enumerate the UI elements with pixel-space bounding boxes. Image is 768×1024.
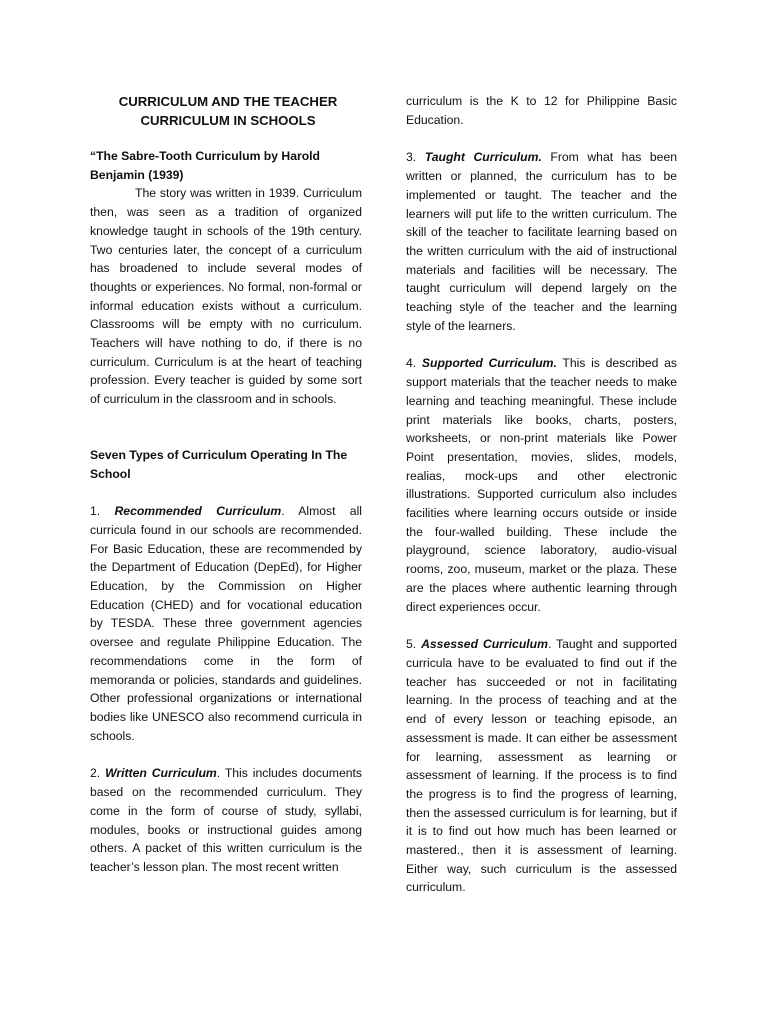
type-3-term: Taught Curriculum. [424, 150, 542, 165]
type-1-paragraph [90, 502, 362, 745]
type-2-text: . This includes documents based on the recommended curriculum. They come in the form of course of study, syllabi, modules, books or instructional guides among others. A packet of this written curriculum is the teacher’s lesson plan. The most recent written [90, 766, 362, 874]
type-4-term: Supported Curriculum. [421, 356, 557, 371]
type-1-term: Recommended Curriculum [114, 504, 282, 519]
title-line-2: CURRICULUM IN SCHOOLS [140, 113, 316, 128]
type-5-number: 5. [406, 637, 417, 652]
story-subtitle: “The Sabre-Tooth Curriculum by Harold Benjamin (1939) [90, 149, 320, 182]
type-4-text: This is described as support materials that the teacher needs to make learning and teaching meaningful. These include print materials like books, charts, posters, worksheets, or non-print materials like Power Point presentation, movies, slides, models, realias, mock-ups and other electronic illustrations. Supported curriculum also includes facilities where learning occurs outside or inside the four-walled building. These include the playground, science laboratory, audio-visual rooms, zoo, museum, market or the plaza. These are the places where authentic learning through direct experiences occur. [406, 356, 678, 614]
type-5-term: Assessed Curriculum [421, 637, 548, 652]
type-2-continued: curriculum is the K to 12 for Philippine Basic Education. [406, 94, 677, 127]
type-3-number: 3. [406, 150, 417, 165]
document-title [90, 92, 362, 130]
type-3-text: From what has been written or planned, the curriculum has to be implemented or taught. The teacher and the learners will put life to the written curriculum. The skill of the teacher to facilitate learning based on the written curriculum with the aid of instructional materials and facilities will be necessary. The taught curriculum will depend largely on the teaching style of the teacher and the learning style of the learners. [406, 150, 677, 333]
type-4-number: 4. [406, 356, 417, 371]
title-line-1: CURRICULUM AND THE TEACHER [118, 94, 338, 109]
type-1-number: 1. [90, 504, 101, 519]
type-2-term: Written Curriculum [105, 766, 217, 781]
type-1-text: . Almost all curricula found in our schools are recommended. For Basic Education, these are recommended by the Department of Education (DepEd), for Higher Education, by the Commission on Higher Education (CHED) and for vocational education by TESDA. These three government agencies oversee and regulate Philippine Education. The recommendations come in the form of memoranda or policies, standards and guidelines. Other professional organizations or international bodies like UNESCO also recommend curricula in schools. [90, 504, 362, 743]
type-5-paragraph [406, 635, 677, 897]
left-column [90, 92, 362, 877]
type-2-paragraph [90, 764, 362, 876]
type-4-paragraph [406, 354, 677, 616]
type-2-number: 2. [90, 766, 101, 781]
right-column [406, 92, 677, 916]
type-3-paragraph [406, 148, 677, 335]
type-5-text: . Taught and supported curricula have to be evaluated to find out if the teacher has succeeded or not in facilitating learning. In the process of teaching and at the end of every lesson or teaching episode, an assessment is made. It can either be assessment for learning, assessment as learning or assessment of learning. If the process is to find the progress is to find the progress of learning, then the assessed curriculum is for learning, but if it is to find out how much has been learned or mastered., then it is assessment of learning. Either way, such curriculum is the assessed curriculum. [406, 637, 677, 895]
intro-paragraph: The story was written in 1939. Curriculum then, was seen as a tradition of organized knowledge taught in schools of the 19th century. Two centuries later, the concept of a curriculum has broadened to include several modes of thoughts or experiences. No formal, non-formal or informal education exists without a curriculum. Classrooms will be empty with no curriculum. Teachers will have nothing to do, if there is no curriculum. Curriculum is at the heart of teaching profession. Every teacher is guided by some sort of curriculum in the classroom and in schools. [90, 186, 362, 407]
section-heading: Seven Types of Curriculum Operating In The School [90, 447, 348, 481]
